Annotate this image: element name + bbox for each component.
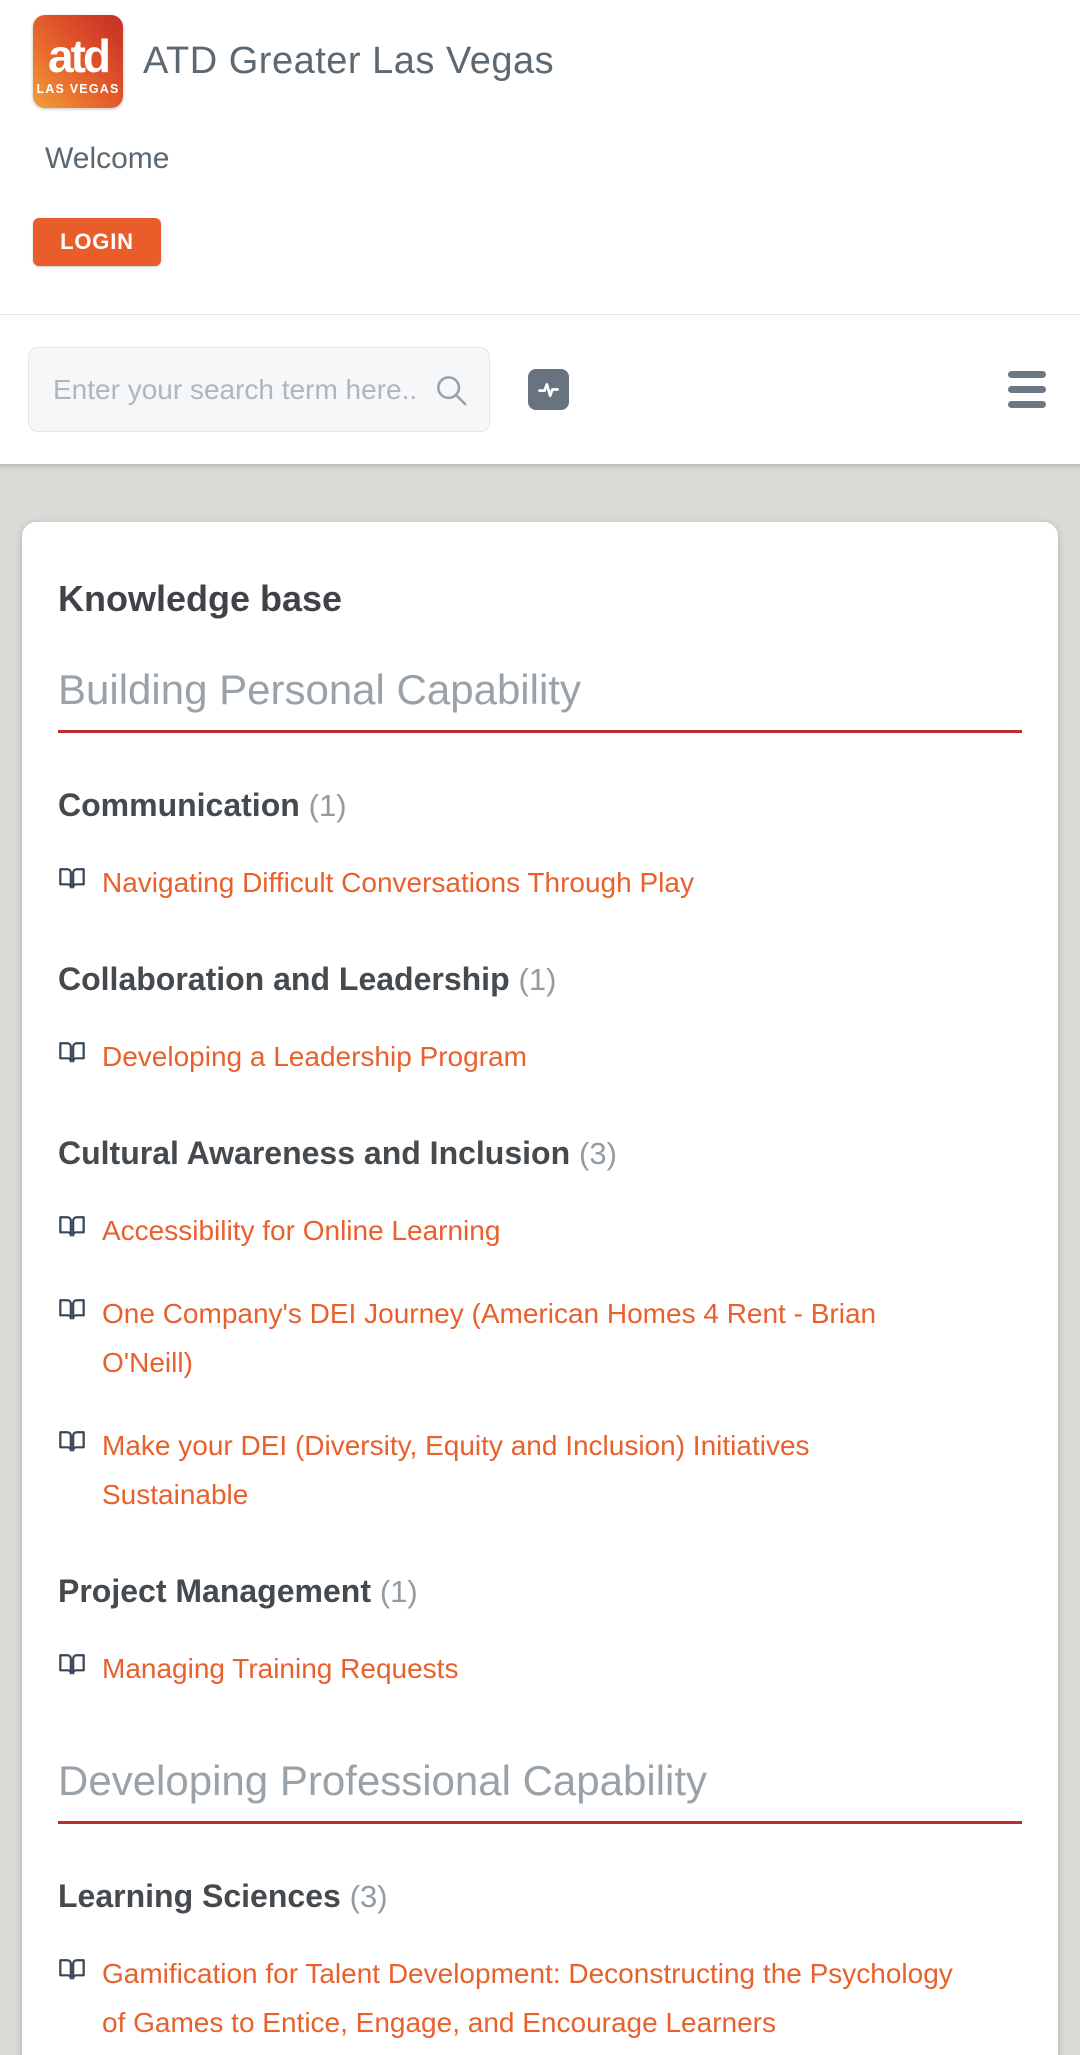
book-icon bbox=[58, 1955, 86, 1988]
kb-article-link[interactable]: Make your DEI (Diversity, Equity and Inclusion) Initiatives Sustainable bbox=[102, 1430, 810, 1510]
kb-article-row bbox=[58, 1421, 1022, 1519]
kb-category-name: Learning Sciences bbox=[58, 1878, 350, 1914]
kb-article-row bbox=[58, 1644, 1022, 1693]
atd-logo[interactable] bbox=[33, 15, 123, 108]
book-icon bbox=[58, 1427, 86, 1460]
kb-article-link[interactable]: Navigating Difficult Conversations Through Play bbox=[102, 867, 694, 898]
knowledge-base-sections bbox=[58, 666, 1022, 2047]
pulse-icon[interactable] bbox=[528, 369, 569, 410]
kb-article-row bbox=[58, 1032, 1022, 1081]
hamburger-menu-icon[interactable] bbox=[1008, 367, 1046, 412]
kb-category-heading bbox=[58, 1135, 1022, 1172]
kb-category-name: Cultural Awareness and Inclusion bbox=[58, 1135, 580, 1171]
knowledge-base-title: Knowledge base bbox=[58, 578, 343, 619]
login-button[interactable]: LOGIN bbox=[33, 218, 161, 266]
kb-article-row bbox=[58, 1949, 1022, 2047]
kb-article-link[interactable]: Developing a Leadership Program bbox=[102, 1041, 527, 1072]
toolbar bbox=[0, 314, 1080, 464]
search-box bbox=[28, 347, 490, 432]
kb-article-row bbox=[58, 1289, 1022, 1387]
kb-article-link[interactable]: Managing Training Requests bbox=[102, 1653, 459, 1684]
site-title: ATD Greater Las Vegas bbox=[143, 40, 555, 82]
kb-category-name: Project Management bbox=[58, 1573, 380, 1609]
kb-category-count: (1) bbox=[379, 1574, 418, 1609]
welcome-text: Welcome bbox=[45, 142, 170, 175]
kb-article-link[interactable]: Accessibility for Online Learning bbox=[102, 1215, 501, 1246]
search-icon[interactable] bbox=[421, 360, 481, 420]
atd-logo-subtext: LAS VEGAS bbox=[36, 82, 120, 96]
kb-category-count: (3) bbox=[579, 1136, 617, 1171]
search-input[interactable] bbox=[29, 374, 421, 406]
site-header bbox=[0, 0, 1080, 266]
book-icon bbox=[58, 1212, 86, 1245]
kb-category-count: (3) bbox=[349, 1879, 388, 1914]
kb-section-heading: Developing Professional Capability bbox=[58, 1757, 1022, 1824]
kb-article-link[interactable]: Gamification for Talent Development: Deconstructing the Psychology of Games to Entice, Engage, and Encourage Learners bbox=[102, 1958, 953, 2038]
kb-article-row bbox=[58, 1206, 1022, 1255]
book-icon bbox=[58, 1650, 86, 1683]
kb-category-heading bbox=[58, 1573, 1022, 1610]
kb-category-count: (1) bbox=[308, 788, 347, 823]
brand-row bbox=[33, 15, 1047, 108]
kb-category-name: Communication bbox=[58, 787, 309, 823]
kb-category-heading bbox=[58, 1878, 1022, 1915]
kb-article-link[interactable]: One Company's DEI Journey (American Homes 4 Rent - Brian O'Neill) bbox=[102, 1298, 877, 1378]
kb-category-count: (1) bbox=[518, 962, 557, 997]
atd-logo-text: atd bbox=[48, 30, 108, 82]
book-icon bbox=[58, 1038, 86, 1071]
kb-category-heading bbox=[58, 787, 1022, 824]
kb-category-name: Collaboration and Leadership bbox=[58, 961, 519, 997]
knowledge-base-card bbox=[22, 522, 1058, 2055]
kb-section-heading: Building Personal Capability bbox=[58, 666, 1022, 733]
kb-article-row bbox=[58, 858, 1022, 907]
page-background bbox=[0, 464, 1080, 2055]
book-icon bbox=[58, 1295, 86, 1328]
kb-category-heading bbox=[58, 961, 1022, 998]
book-icon bbox=[58, 864, 86, 897]
